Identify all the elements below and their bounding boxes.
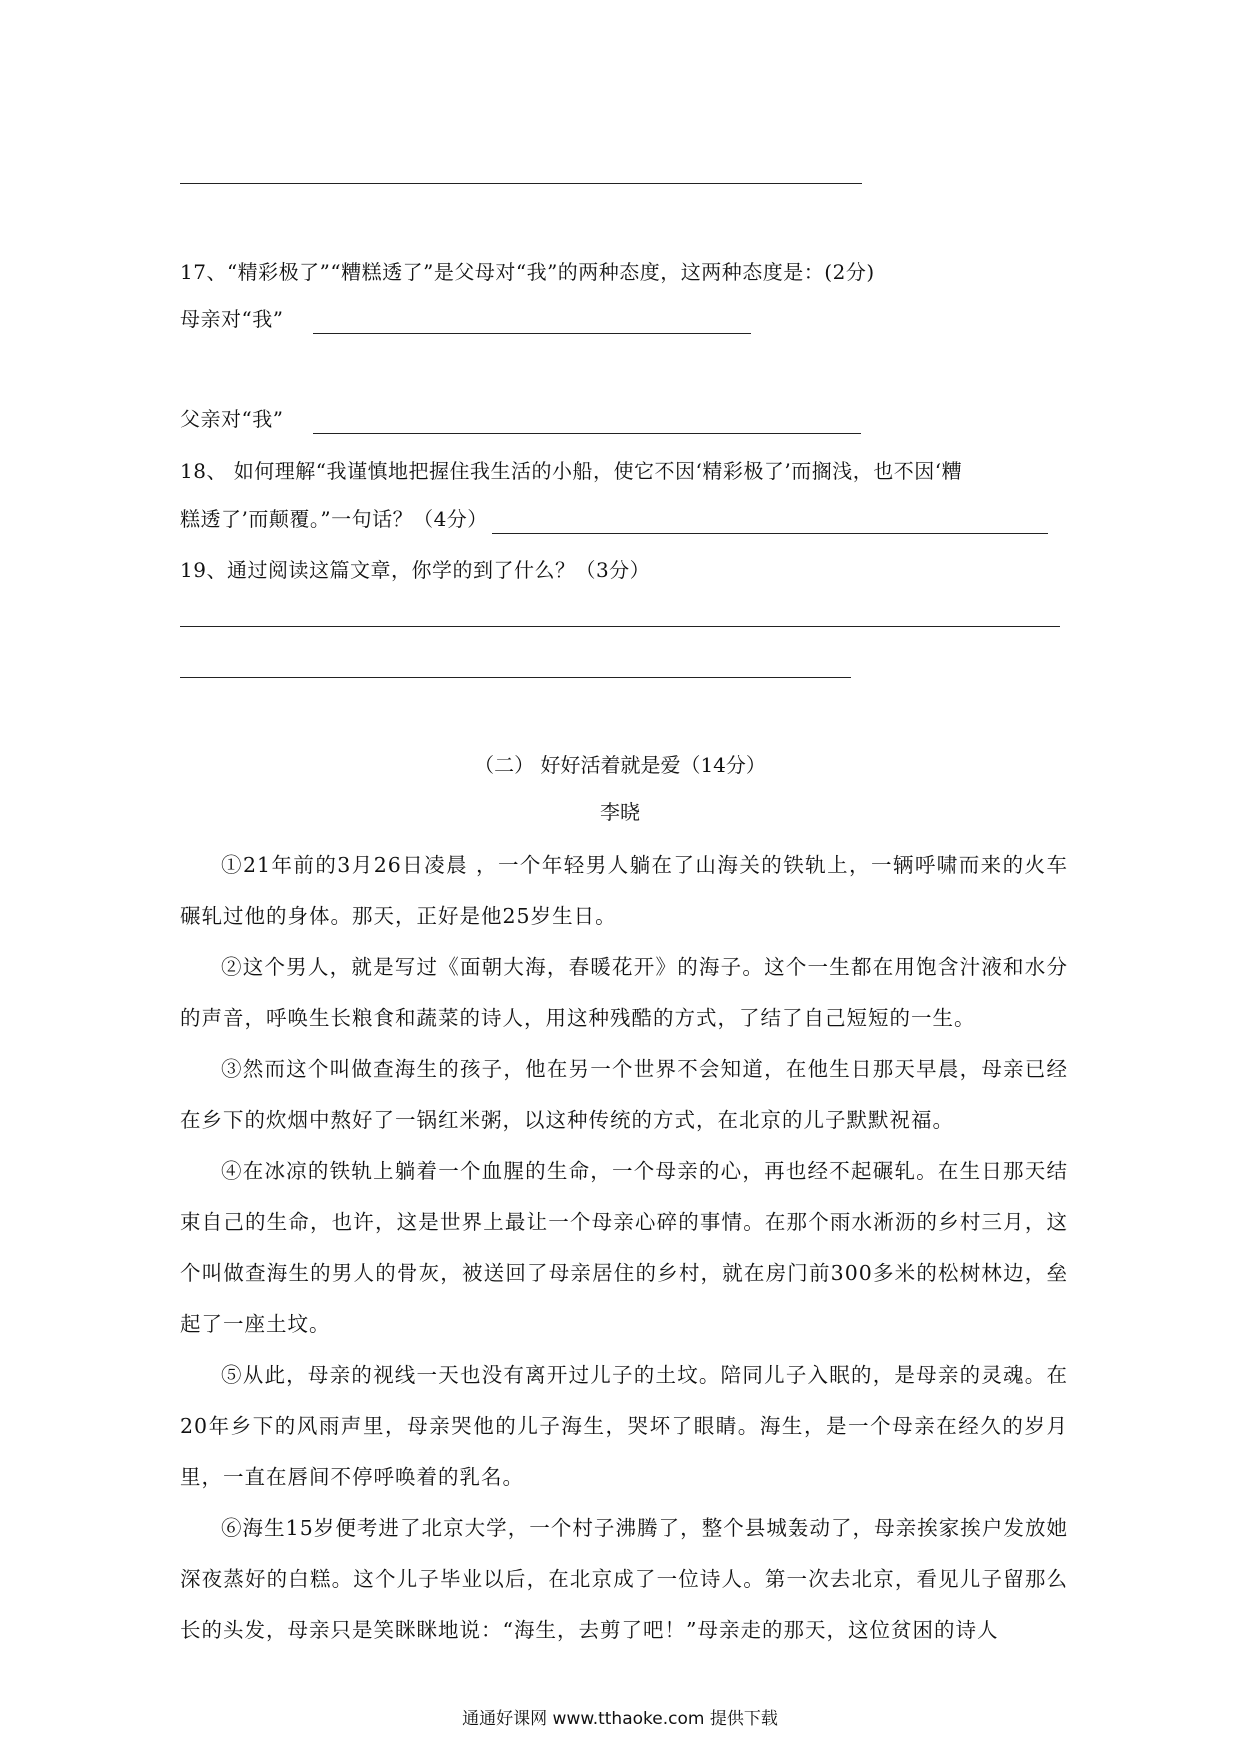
q18-line2-row xyxy=(180,504,1048,534)
article-paragraph-4: ④在冰凉的铁轨上躺着一个血腥的生命，一个母亲的心，再也经不起碾轧。在生日那天结束自己的生命，也许，这是世界上最让一个母亲心碎的事情。在那个雨水淅沥的乡村三月，这个叫做查海生的男人的骨灰，被送回了母亲居住的乡村，就在房门前300多米的松树林边，垒起了一座土坟。 xyxy=(180,1159,1068,1336)
article-paragraph-5: ⑤从此，母亲的视线一天也没有离开过儿子的土坟。陪同儿子入眠的，是母亲的灵魂。在20年乡下的风雨声里，母亲哭他的儿子海生，哭坏了眼睛。海生，是一个母亲在经久的岁月里，一直在唇间不停呼唤着的乳名。 xyxy=(180,1363,1068,1489)
article-paragraph-3: ③然而这个叫做查海生的孩子，他在另一个世界不会知道，在他生日那天早晨，母亲已经在乡下的炊烟中熬好了一锅红米粥，以这种传统的方式，在北京的儿子默默祝福。 xyxy=(180,1057,1068,1132)
q17-father-label: 父亲对“我” xyxy=(180,407,284,431)
article-title: （二） 好好活着就是爱（14分） xyxy=(474,753,766,777)
q19-answer-line-1[interactable] xyxy=(180,626,1060,627)
q17-mother-label: 母亲对“我” xyxy=(180,307,284,331)
article-paragraph-6: ⑥海生15岁便考进了北京大学，一个村子沸腾了，整个县城轰动了，母亲挨家挨户发放她深夜蒸好的白糕。这个儿子毕业以后，在北京成了一位诗人。第一次去北京，看见儿子留那么长的头发，母亲只是笑眯眯地说：“海生，去剪了吧！”母亲走的那天，这位贫困的诗人 xyxy=(180,1516,1068,1642)
q19-prompt: 19、通过阅读这篇文章，你学的到了什么？（3分） xyxy=(180,558,651,582)
answer-line-prev[interactable] xyxy=(180,183,862,184)
article-author: 李晓 xyxy=(600,800,640,824)
q18-line2: 糕透了’而颠覆。”一句话？（4分） xyxy=(180,507,488,531)
q19-answer-line-2[interactable] xyxy=(180,677,851,678)
q18-line1: 18、 如何理解“我谨慎地把握住我生活的小船，使它不因‘精彩极了’而搁浅，也不因‘糟 xyxy=(180,459,963,483)
q17-mother-row xyxy=(180,304,751,334)
article-paragraph-2: ②这个男人，就是写过《面朝大海，春暖花开》的海子。这个一生都在用饱含汁液和水分的声音，呼唤生长粮食和蔬菜的诗人，用这种残酷的方式，了结了自己短短的一生。 xyxy=(180,955,1068,1030)
page-footer: 通通好课网 www.tthaoke.com 提供下载 xyxy=(462,1709,778,1729)
article-paragraph-1: ①21年前的3月26日凌晨 ，一个年轻男人躺在了山海关的铁轨上，一辆呼啸而来的火车碾轧过他的身体。那天，正好是他25岁生日。 xyxy=(180,853,1068,928)
q17-mother-answer-line[interactable] xyxy=(313,311,751,334)
q18-answer-line[interactable] xyxy=(492,511,1048,534)
q17-father-row xyxy=(180,404,861,434)
q17-father-answer-line[interactable] xyxy=(313,411,861,434)
q17-prompt: 17、“精彩极了”“糟糕透了”是父母对“我”的两种态度，这两种态度是：(2分) xyxy=(180,260,875,284)
